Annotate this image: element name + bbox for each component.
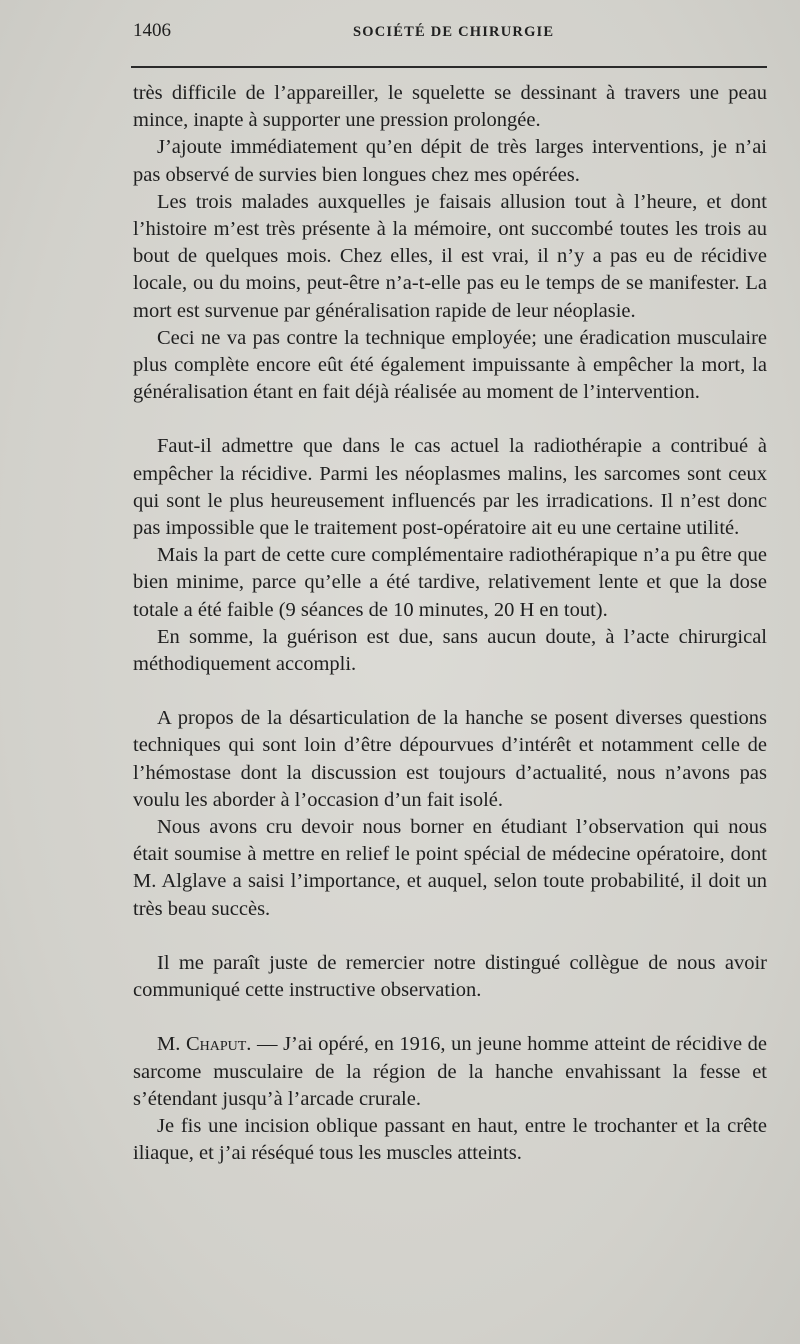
paragraph: très difficile de l’appareiller, le squelette se dessinant à travers une peau mince, inapte à supporter une pression prolongée. xyxy=(133,82,767,132)
speaker-name: M. Chaput. xyxy=(157,1033,252,1056)
speaker-text: — J’ai opéré, en 1916, un jeune homme atteint de récidive de sarcome musculaire de la région de la hanche envahissant la fesse et s’étendant jusqu’à l’arcade crurale. xyxy=(133,1033,767,1110)
paragraph: Mais la part de cette cure complémentaire radiothérapique n’a pu être que bien minime, parce qu’elle a été tardive, relativement lente et que la dose totale a été faible (9 séances de 10 minutes, 20 H en tout). xyxy=(133,544,767,621)
page-number: 1406 xyxy=(133,20,171,41)
running-head: SOCIÉTÉ DE CHIRURGIE xyxy=(353,24,555,40)
header-rule xyxy=(131,66,767,68)
paragraph: Nous avons cru devoir nous borner en étudiant l’observation qui nous était soumise à mettre en relief le point spécial de médecine opératoire, dont M. Alglave a saisi l’importance, et auquel, selon toute probabilité, il doit un très beau succès. xyxy=(133,816,767,920)
body-text xyxy=(133,80,767,1167)
paragraph-chaput xyxy=(133,1031,767,1113)
paragraph: Faut-il admettre que dans le cas actuel la radiothérapie a contribué à empêcher la récidive. Parmi les néoplasmes malins, les sarcomes sont ceux qui sont le plus heureusement influencés par les irradications. Il n’est donc pas impossible que le traitement post-opératoire ait eu une certaine utilité. xyxy=(133,435,767,540)
paragraph: Ceci ne va pas contre la technique employée; une éradication musculaire plus complète encore eût été également impuissante à empêcher la mort, la généralisation étant en fait déjà réalisée au moment de l’intervention. xyxy=(133,326,767,404)
paragraph: En somme, la guérison est due, sans aucun doute, à l’acte chirurgical méthodiquement accompli. xyxy=(133,625,767,676)
paragraph: J’ajoute immédiatement qu’en dépit de très larges interventions, je n’ai pas observé de survies bien longues chez mes opérées. xyxy=(133,136,767,186)
paragraph: Je fis une incision oblique passant en haut, entre le trochanter et la crête iliaque, et j’ai réséqué tous les muscles atteints. xyxy=(133,1114,767,1165)
page-header xyxy=(131,18,767,48)
paragraph: Les trois malades auxquelles je faisais allusion tout à l’heure, et dont l’histoire m’est très présente à la mémoire, ont succombé toutes les trois au bout de quelques mois. Chez elles, il est vrai, il n’y a pas eu de récidive locale, ou du moins, peut-être n’a-t-elle pas eu le temps de se manifester. La mort est survenue par généralisation rapide de leur néoplasie. xyxy=(133,190,767,322)
paragraph: Il me paraît juste de remercier notre distingué collègue de nous avoir communiqué cette instructive observation. xyxy=(133,951,767,1002)
paragraph: A propos de la désarticulation de la hanche se posent diverses questions techniques qui sont loin d’être dépourvues d’intérêt et notamment celle de l’hémostase dont la discussion est toujours d’actualité, nous n’avons pas voulu les aborder à l’occasion d’un fait isolé. xyxy=(133,707,767,811)
